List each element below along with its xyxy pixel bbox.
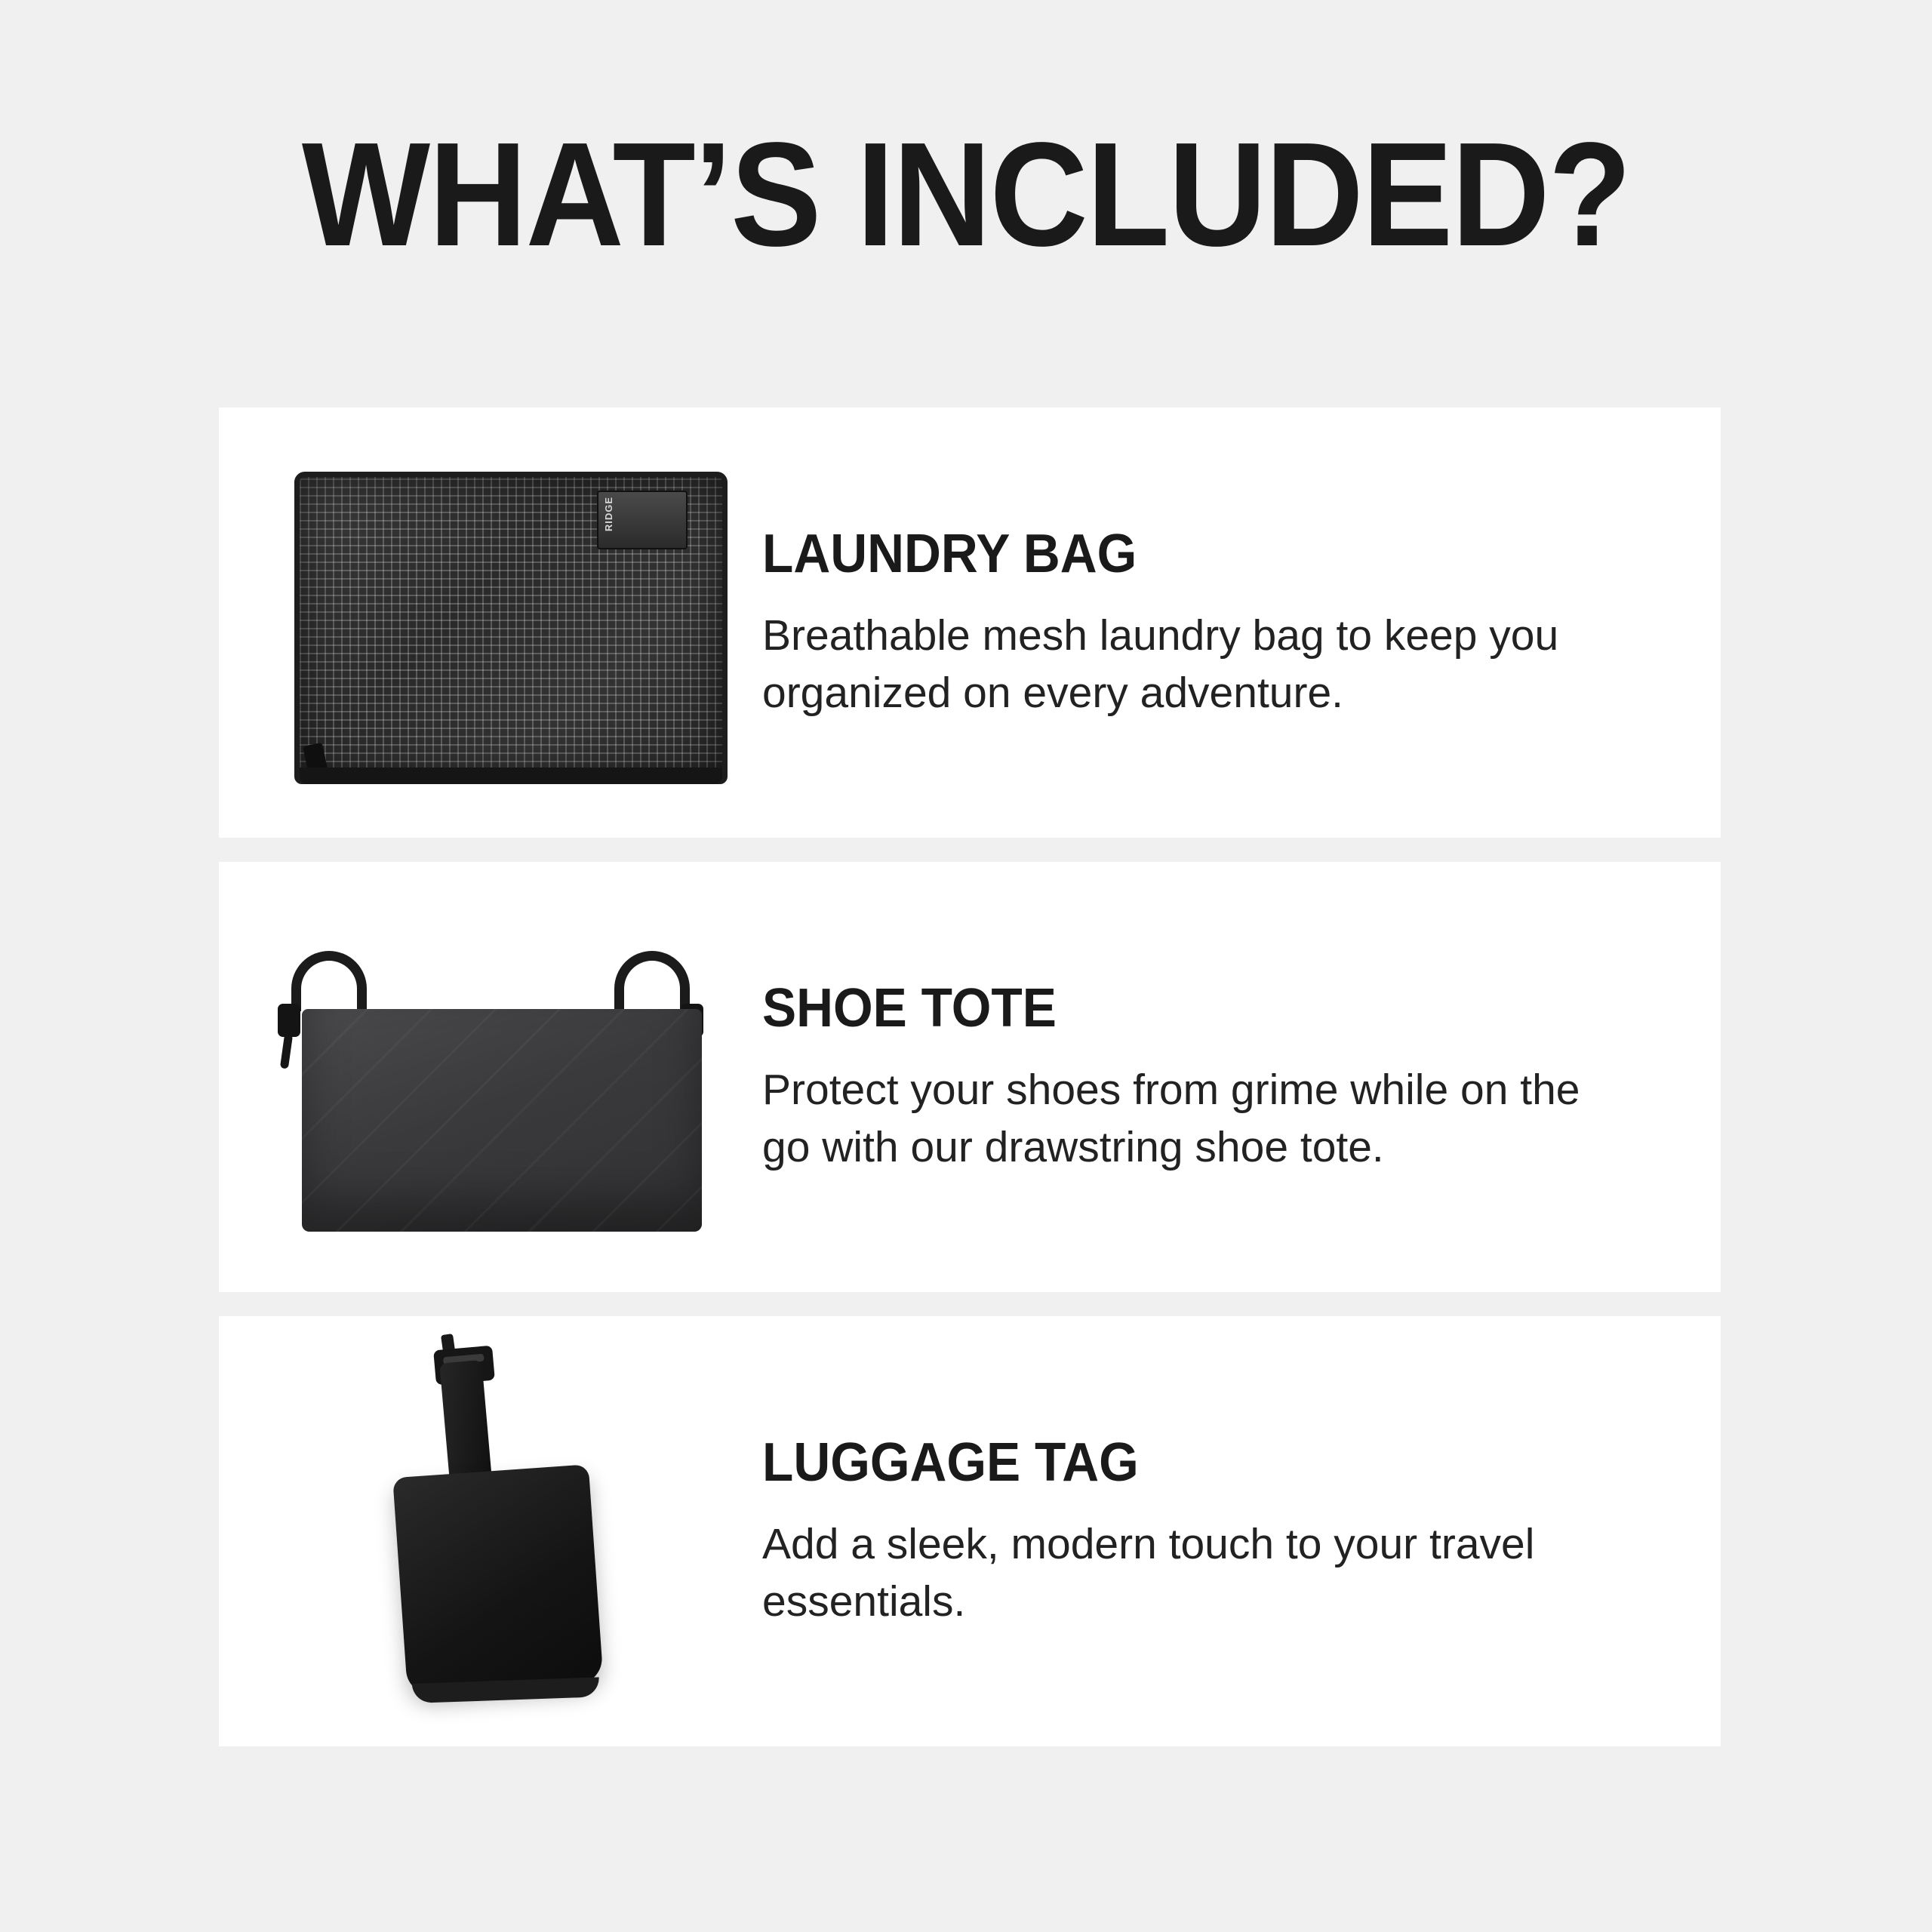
tote-body-shape (302, 1009, 702, 1232)
included-items-list (219, 408, 1721, 1770)
page-title: WHAT’S INCLUDED? (301, 112, 1631, 277)
tag-plate-shape (392, 1464, 604, 1696)
drawstring-cord-right (614, 951, 690, 1011)
item-title: LAUNDRY BAG (762, 524, 1137, 585)
brand-label (597, 491, 688, 549)
item-text-block (762, 1432, 1721, 1631)
mesh-laundry-bag-photo (219, 408, 762, 838)
zipper-pull-icon (303, 743, 328, 777)
brand-label-text: RIDGE (603, 497, 614, 532)
mesh-bag-shape (294, 472, 728, 784)
list-item (219, 408, 1721, 838)
fabric-sheen (302, 1009, 702, 1232)
item-description: Breathable mesh laundry bag to keep you organized on every adventure. (762, 611, 1559, 717)
item-text-block (762, 523, 1721, 722)
item-title: LUGGAGE TAG (762, 1432, 1139, 1494)
cord-tail-left (280, 1033, 293, 1069)
item-text-block (762, 977, 1721, 1177)
leather-luggage-tag-photo (219, 1316, 762, 1746)
item-title: SHOE TOTE (762, 978, 1057, 1039)
drawstring-cord-left (291, 951, 367, 1011)
item-description: Add a sleek, modern touch to your travel essentials. (762, 1520, 1535, 1626)
drawstring-shoe-tote-photo (219, 862, 762, 1292)
list-item (219, 1316, 1721, 1746)
list-item (219, 862, 1721, 1292)
item-description: Protect your shoes from grime while on the go with our drawstring shoe tote. (762, 1066, 1580, 1171)
cord-stopper-left (278, 1004, 300, 1037)
